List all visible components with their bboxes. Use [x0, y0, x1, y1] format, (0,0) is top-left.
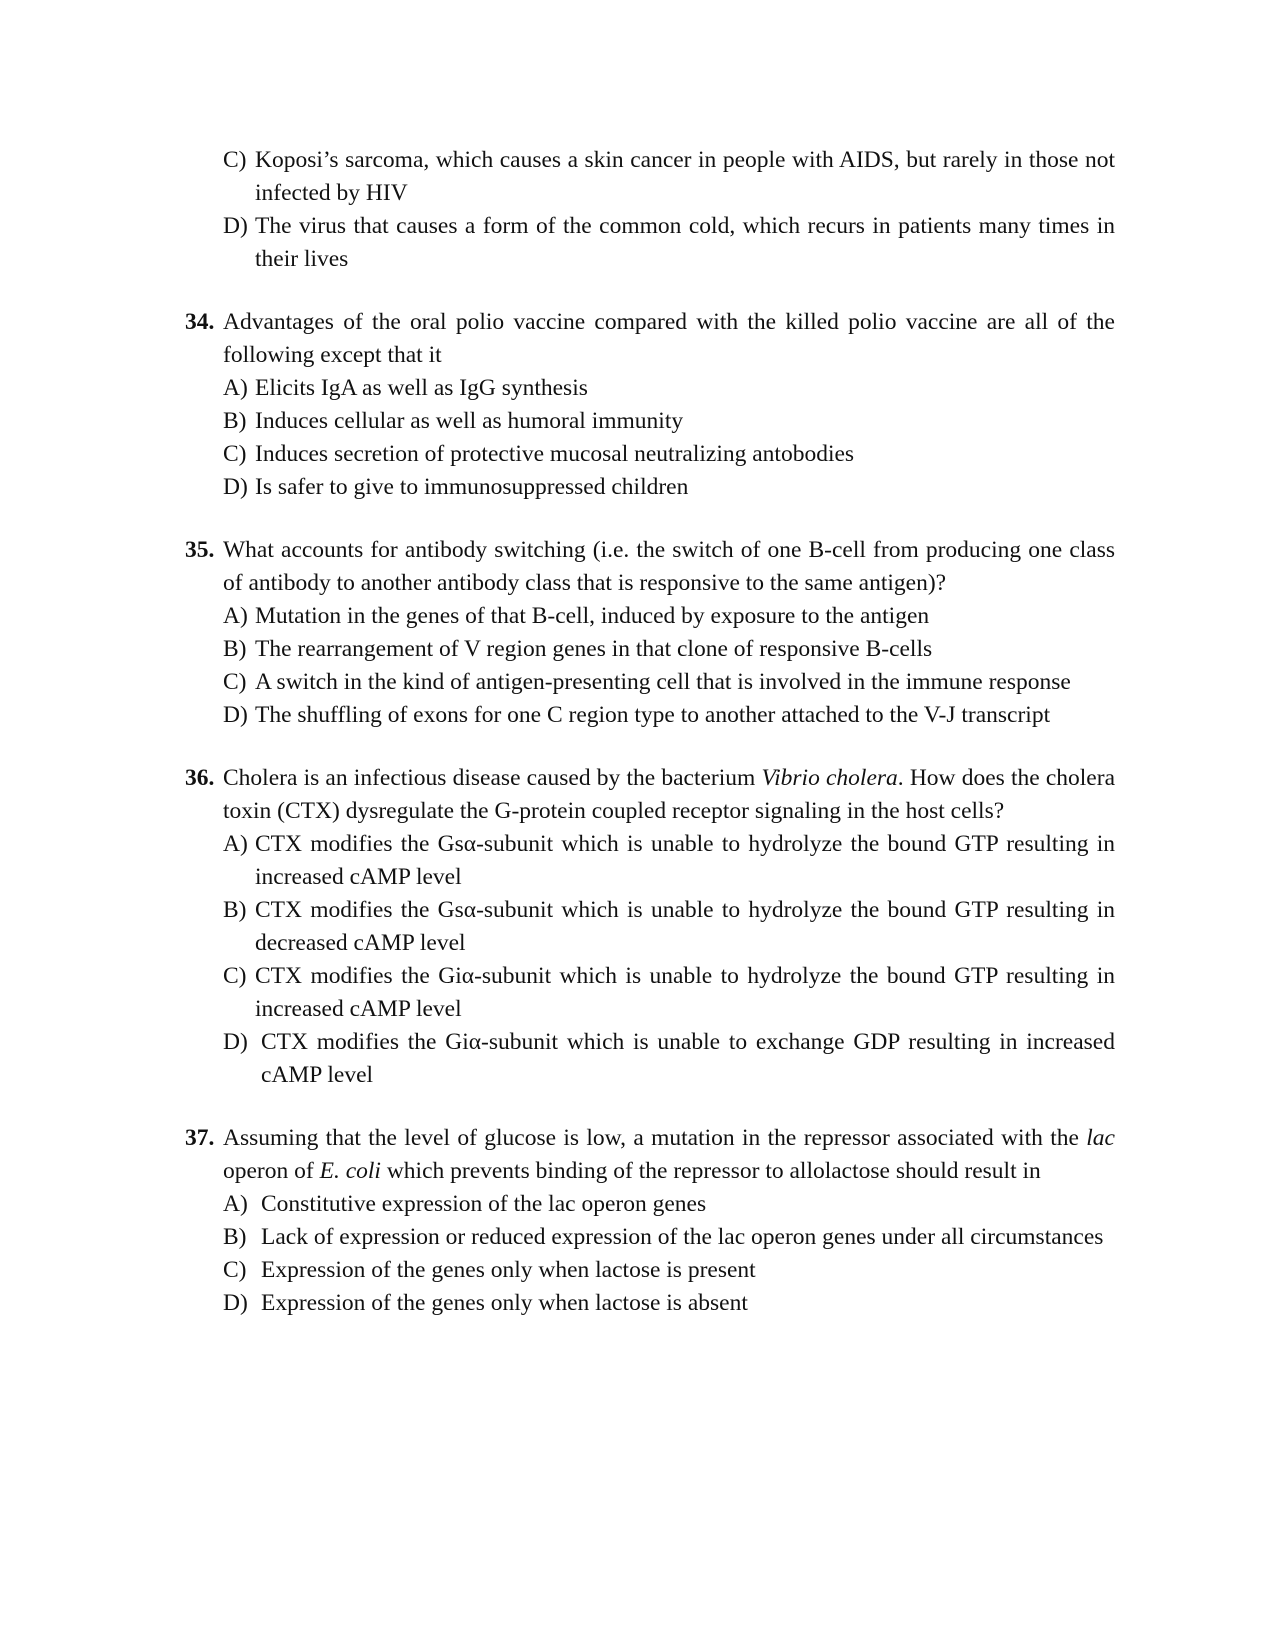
- option-36-b: [223, 894, 1115, 960]
- option-text: Is safer to give to immunosuppressed children: [255, 474, 689, 500]
- option-label: D): [223, 474, 248, 500]
- option-label: D): [223, 1290, 248, 1316]
- option-label: D): [223, 702, 248, 728]
- option-35-a: [223, 600, 1115, 633]
- question-stem-part: which prevents binding of the repressor to allolactose should result in: [380, 1158, 1041, 1184]
- option-label: D): [223, 1029, 248, 1055]
- question-stem-part: Assuming that the level of glucose is low, a mutation in the repressor associated with the: [223, 1125, 1087, 1151]
- option-36-d: [223, 1026, 1115, 1092]
- question-stem-part: operon of: [223, 1158, 320, 1184]
- option-text: Induces secretion of protective mucosal neutralizing antobodies: [255, 441, 855, 467]
- option-text: A switch in the kind of antigen-presenting cell that is involved in the immune response: [255, 669, 1071, 695]
- option-text: CTX modifies the Gsα-subunit which is unable to hydrolyze the bound GTP resulting in increased cAMP level: [255, 831, 1115, 890]
- option-34-a: [223, 372, 1115, 405]
- option-label: A): [223, 831, 248, 857]
- option-label: A): [223, 375, 248, 401]
- question-35: [185, 534, 1115, 732]
- option-35-d: [223, 699, 1115, 732]
- question-number: 37.: [185, 1125, 215, 1151]
- question-number: 35.: [185, 537, 215, 563]
- option-text: CTX modifies the Giα-subunit which is unable to exchange GDP resulting in increased cAMP level: [261, 1029, 1115, 1088]
- option-label: C): [223, 963, 247, 989]
- question-text: [185, 762, 1115, 828]
- page-content: [185, 144, 1115, 1350]
- option-34-b: [223, 405, 1115, 438]
- option-35-b: [223, 633, 1115, 666]
- option-33-c: [223, 144, 1115, 210]
- question-number: 34.: [185, 309, 215, 335]
- option-36-a: [223, 828, 1115, 894]
- option-34-d: [223, 471, 1115, 504]
- option-label: A): [223, 1191, 248, 1217]
- question-34: [185, 306, 1115, 504]
- option-35-c: [223, 666, 1115, 699]
- option-text: Koposi’s sarcoma, which causes a skin cancer in people with AIDS, but rarely in those not infected by HIV: [255, 147, 1115, 206]
- option-label: B): [223, 636, 247, 662]
- option-text: Induces cellular as well as humoral immunity: [255, 408, 684, 434]
- option-37-a: [223, 1188, 1115, 1221]
- option-text: Expression of the genes only when lactose is absent: [261, 1290, 748, 1316]
- option-label: C): [223, 147, 247, 173]
- option-text: The rearrangement of V region genes in that clone of responsive B-cells: [255, 636, 933, 662]
- question-36: [185, 762, 1115, 1092]
- option-text: Constitutive expression of the lac operon genes: [261, 1191, 707, 1217]
- option-label: C): [223, 1257, 247, 1283]
- species-name: Vibrio cholera: [761, 765, 898, 791]
- question-text: [185, 1122, 1115, 1188]
- option-text: Mutation in the genes of that B-cell, induced by exposure to the antigen: [255, 603, 930, 629]
- option-label: C): [223, 669, 247, 695]
- option-37-c: [223, 1254, 1115, 1287]
- species-name: E. coli: [319, 1158, 381, 1184]
- option-text: The virus that causes a form of the common cold, which recurs in patients many times in their lives: [255, 213, 1115, 272]
- question-33-continuation: [223, 144, 1115, 276]
- option-label: B): [223, 1224, 247, 1250]
- option-37-b: [223, 1221, 1115, 1254]
- option-text: Lack of expression or reduced expression of the lac operon genes under all circumstances: [261, 1224, 1104, 1250]
- question-stem: Advantages of the oral polio vaccine compared with the killed polio vaccine are all of the following except that it: [223, 309, 1115, 368]
- option-label: B): [223, 897, 247, 923]
- operon-name: lac: [1086, 1125, 1115, 1151]
- question-37: [185, 1122, 1115, 1320]
- option-text: CTX modifies the Gsα-subunit which is unable to hydrolyze the bound GTP resulting in decreased cAMP level: [255, 897, 1115, 956]
- option-text: Elicits IgA as well as IgG synthesis: [255, 375, 588, 401]
- option-34-c: [223, 438, 1115, 471]
- question-text: [185, 306, 1115, 372]
- question-number: 36.: [185, 765, 215, 791]
- option-text: CTX modifies the Giα-subunit which is unable to hydrolyze the bound GTP resulting in increased cAMP level: [255, 963, 1115, 1022]
- option-37-d: [223, 1287, 1115, 1320]
- question-stem-part: . How does the cholera toxin (CTX) dysregulate the G-protein coupled receptor signaling in the host cells?: [223, 765, 1115, 824]
- option-label: B): [223, 408, 247, 434]
- question-stem-part: Cholera is an infectious disease caused by the bacterium: [223, 765, 762, 791]
- option-36-c: [223, 960, 1115, 1026]
- option-text: Expression of the genes only when lactose is present: [261, 1257, 756, 1283]
- question-text: [185, 534, 1115, 600]
- option-label: A): [223, 603, 248, 629]
- option-label: C): [223, 441, 247, 467]
- question-stem: What accounts for antibody switching (i.e. the switch of one B-cell from producing one class of antibody to another antibody class that is responsive to the same antigen)?: [223, 537, 1115, 596]
- option-label: D): [223, 213, 248, 239]
- option-text: The shuffling of exons for one C region type to another attached to the V-J transcript: [255, 702, 1051, 728]
- option-33-d: [223, 210, 1115, 276]
